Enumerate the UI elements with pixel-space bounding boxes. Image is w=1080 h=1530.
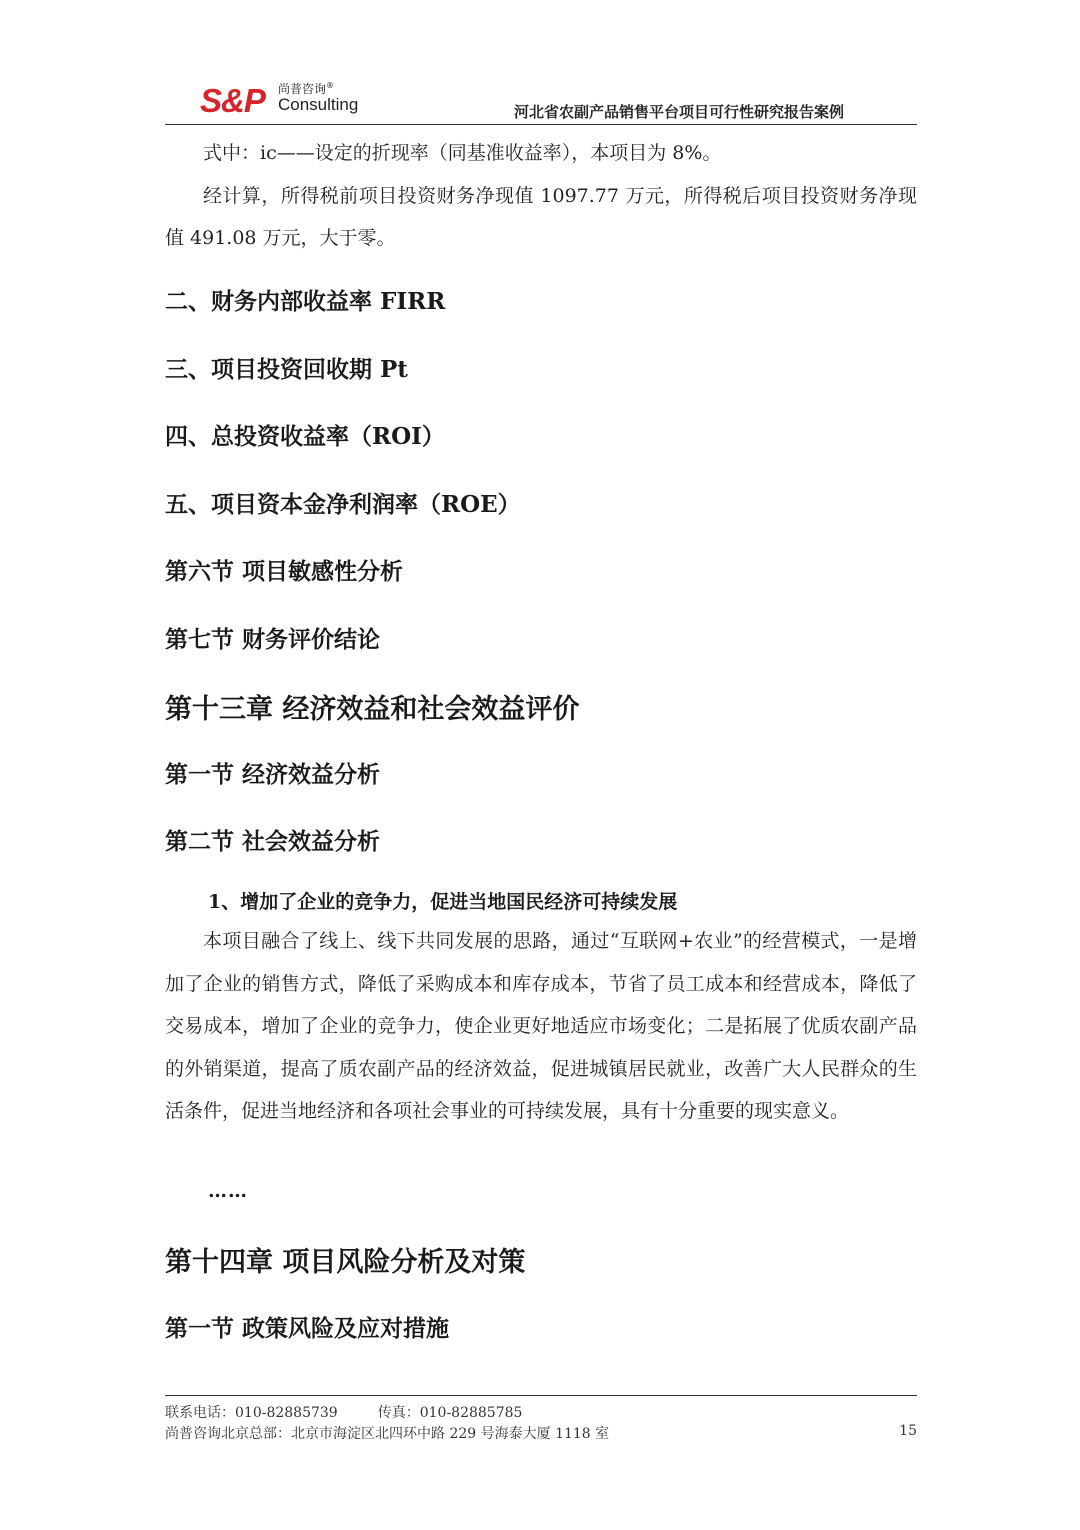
contact-line (165, 1402, 522, 1422)
heading-social-benefit: 第二节 社会效益分析 (165, 828, 381, 855)
heading-payback-period: 三、项目投资回收期 Pt (165, 356, 408, 383)
social-benefit-paragraph: 本项目融合了线上、线下共同发展的思路，通过“互联网+农业”的经营模式，一是增加了企业的销售方式，降低了采购成本和库存成本，节省了员工成本和经营成本，降低了交易成本，增加了企业的竞争力，使企业更好地适应市场变化；二是拓展了优质农副产品的外销渠道，提高了质农副产品的经济效益，促进城镇居民就业，改善广大人民群众的生活条件，促进当地经济和各项社会事业的可持续发展，具有十分重要的现实意义。 (165, 930, 917, 1122)
page-number: 15 (899, 1423, 917, 1439)
phone-number: 联系电话：010-82885739 (165, 1405, 338, 1421)
heading-roi: 四、总投资收益率（ROI） (165, 423, 445, 450)
heading-policy-risk: 第一节 政策风险及应对措施 (165, 1315, 450, 1342)
heading-economic-benefit: 第一节 经济效益分析 (165, 761, 381, 788)
registered-mark: ® (326, 81, 335, 90)
page-footer (165, 1395, 917, 1442)
heading-section-6: 第六节 项目敏感性分析 (165, 558, 404, 585)
heading-firr: 二、财务内部收益率 FIRR (165, 288, 446, 315)
heading-chapter-14: 第十四章 项目风险分析及对策 (165, 1247, 526, 1278)
page-header (165, 76, 917, 125)
formula-note: 式中：ic——设定的折现率（同基准收益率），本项目为 8%。 (203, 142, 722, 164)
npv-paragraph: 经计算，所得税前项目投资财务净现值 1097.77 万元，所得税后项目投资财务净现值 491.08 万元，大于零。 (165, 184, 917, 249)
heading-chapter-13: 第十三章 经济效益和社会效益评价 (165, 694, 580, 725)
heading-roe: 五、项目资本金净利润率（ROE） (165, 491, 521, 518)
report-title: 河北省农副产品销售平台项目可行性研究报告案例 (513, 103, 844, 121)
social-benefit-section (165, 920, 917, 1133)
headquarters-address: 尚普咨询北京总部：北京市海淀区北四环中路 229 号海泰大厦 1118 室 (165, 1426, 610, 1442)
heading-section-7: 第七节 财务评价结论 (165, 626, 381, 653)
logo-mark: S&P (200, 82, 265, 119)
logo-cn-text: 尚普咨询 (278, 82, 327, 96)
logo-english-name: Consulting (278, 95, 359, 114)
ellipsis: …… (208, 1180, 248, 1202)
fax-number: 传真：010-82885785 (377, 1405, 523, 1421)
npv-section (165, 132, 917, 260)
subheading-competitiveness: 1、增加了企业的竞争力，促进当地国民经济可持续发展 (208, 891, 678, 913)
